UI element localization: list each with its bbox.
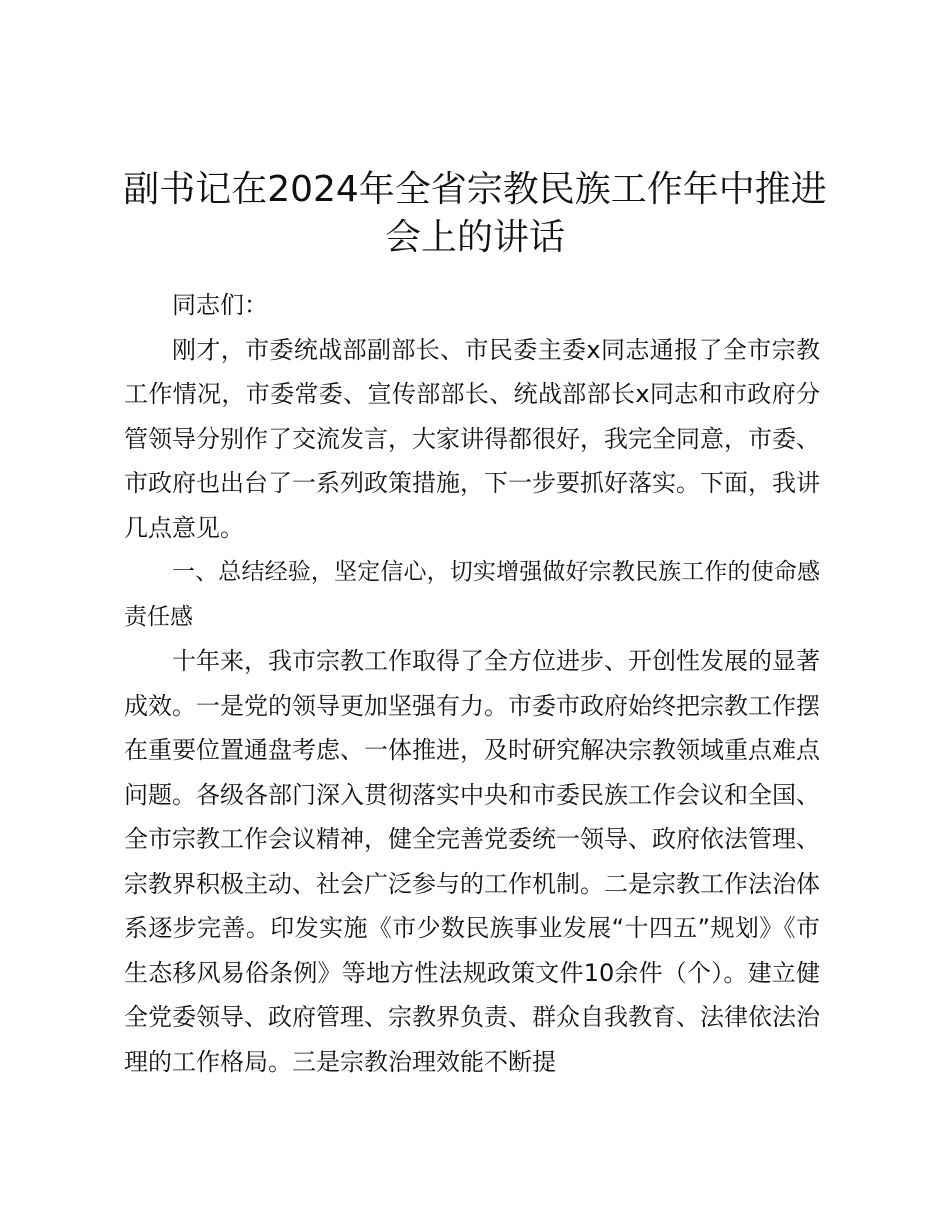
title-line-2: 会上的讲话 (384, 217, 565, 258)
body-paragraph-achievements: 十年来，我市宗教工作取得了全方位进步、开创性发展的显著成效。一是党的领导更加坚强有力。市委市政府始终把宗教工作摆在重要位置通盘考虑、一体推进，及时研究解决宗教领域重点难点问题。各级各部门深入贯彻落实中央和市委民族工作会议和全国、全市宗教工作会议精神，健全完善党委统一领导、政府依法管理、宗教界积极主动、社会广泛参与的工作机制。二是宗教工作法治体系逐步完善。印发实施《市少数民族事业发展“十四五”规划》《市生态移风易俗条例》等地方性法规政策文件10余件（个）。建立健全党委领导、政府管理、宗教界负责、群众自我教育、法律依法治理的工作格局。三是宗教治理效能不断提 (124, 647, 820, 1076)
body-paragraph-opening: 刚才，市委统战部副部长、市民委主委x同志通报了全市宗教工作情况，市委常委、宣传部部长、统战部部长x同志和市政府分管领导分别作了交流发言，大家讲得都很好，我完全同意，市委、市政府也出台了一系列政策措施，下一步要抓好落实。下面，我讲几点意见。 (124, 335, 820, 542)
document-title (120, 166, 830, 262)
salutation: 同志们： (172, 291, 268, 319)
section-heading-1: 一、总结经验，坚定信心，切实增强做好宗教民族工作的使命感责任感 (124, 559, 820, 630)
document-body (124, 283, 820, 1084)
title-line-1: 副书记在2024年全省宗教民族工作年中推进 (123, 169, 827, 210)
